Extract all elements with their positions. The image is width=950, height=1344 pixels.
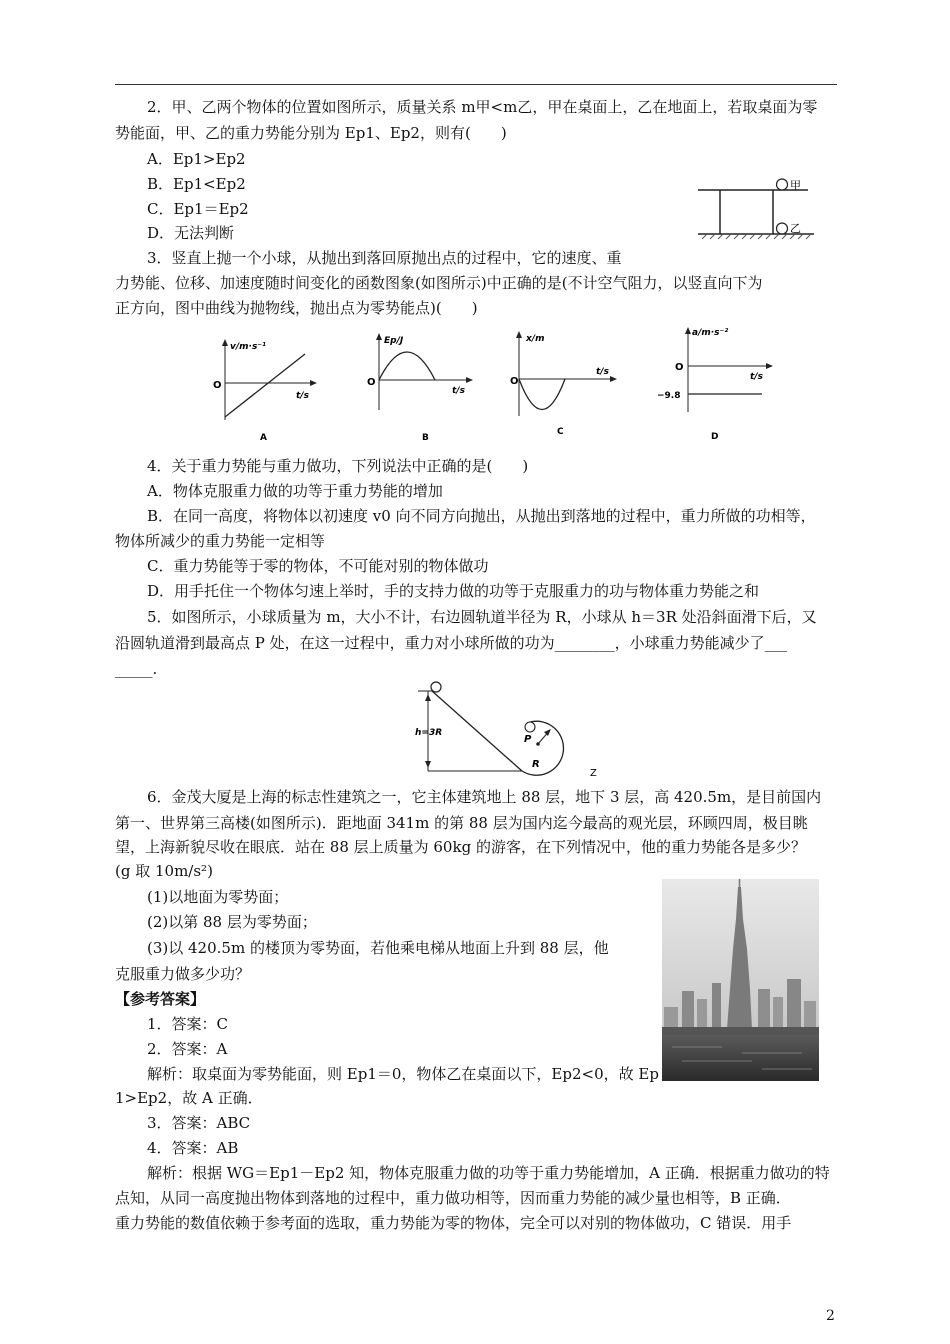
graph-c [510,328,625,436]
graph-a-ylabel: v/m·s⁻¹ [230,342,266,352]
ball-yi [777,223,788,234]
q2-option-d: D．无法判断 [147,224,235,242]
q2-option-c: C．Ep1＝Ep2 [147,200,249,218]
graph-b [362,330,477,442]
graph-d-origin: O [675,362,684,373]
q4-option-b-line2: 物体所减少的重力势能一定相等 [115,532,326,550]
answer-2: 2．答案：A [147,1040,228,1058]
answers-heading: 【参考答案】 [115,990,206,1008]
graph-a [208,336,323,446]
q4-option-d: D．用手托住一个物体匀速上举时，手的支持力做的功等于克服重力的功与物体重力势能之和 [147,582,760,600]
graph-a-xlabel: t/s [296,391,309,401]
q2-line2: 势能面，甲、乙的重力势能分别为 Ep1、Ep2，则有( ) [115,124,507,142]
q6-sub3-line2: 克服重力做多少功？ [115,965,251,983]
table-figure [690,176,830,242]
q4-option-a: A．物体克服重力做的功等于重力势能的增加 [147,482,443,500]
jinmao-tower-photo [662,879,819,1081]
q2-option-a: A．Ep1>Ep2 [147,150,246,168]
z-label: Z [590,768,597,779]
q6-sub3-line1: (3)以 420.5m 的楼顶为零势面，若他乘电梯从地面上升到 88 层，他 [147,939,609,957]
answer-3: 3．答案：ABC [147,1114,251,1132]
q6-line3: 望，上海新貌尽收在眼底．站在 88 层上质量为 60kg 的游客，在下列情况中，他的重力势能各是多少？ [115,838,806,856]
explanation-2-line2: 1>Ep2，故 A 正确． [115,1089,263,1107]
q5-line1: 5．如图所示，小球质量为 m，大小不计，右边圆轨道半径为 R，小球从 h＝3R 处沿斜面滑下后，又 [147,608,817,626]
ball [431,682,441,692]
graph-b-xlabel: t/s [452,386,465,396]
graph-b-label: B [422,433,429,442]
answer-4: 4．答案：AB [147,1139,239,1157]
q3-line3: 正方向，图中曲线为抛物线，抛出点为零势能点)( ) [115,299,478,317]
graph-d-xlabel: t/s [750,372,763,382]
explanation-2-line1: 解析：取桌面为零势能面，则 Ep1＝0，物体乙在桌面以下，Ep2<0，故 Ep [147,1065,659,1083]
q4-option-c: C．重力势能等于零的物体，不可能对别的物体做功 [147,557,489,575]
graph-d-label: D [711,432,719,442]
graph-d-ylabel: a/m·s⁻² [692,328,729,338]
graph-d-value: −9.8 [657,391,681,401]
h-label: h=3R [415,728,443,738]
graph-b-ylabel: Ep/J [384,336,404,346]
graph-a-label: A [260,433,267,443]
incline-track-figure [410,680,610,780]
q5-line3: _____. [115,660,158,678]
graph-c-xlabel: t/s [596,367,609,377]
q4-option-b-line1: B．在同一高度，将物体以初速度 v0 向不同方向抛出，从抛出到落地的过程中，重力所做的功相等， [147,507,816,525]
label-jia: 甲 [790,179,801,192]
r-label: R [532,759,540,770]
q2-line1: 2．甲、乙两个物体的位置如图所示，质量关系 m甲<m乙，甲在桌面上，乙在地面上，若取桌面为零 [147,98,818,116]
q3-line1: 3．竖直上抛一个小球，从抛出到落回原抛出点的过程中，它的速度、重 [147,249,622,267]
graph-c-origin: O [510,376,519,387]
header-rule [115,84,837,85]
q2-option-b: B．Ep1<Ep2 [147,175,246,193]
graph-b-origin: O [367,377,376,388]
explanation-4-line2: 点知，从同一高度抛出物体到落地的过程中，重力做功相等，因而重力势能的减少量也相等，B 正确． [115,1189,791,1207]
page-number: 2 [826,1308,835,1324]
explanation-4-line3: 重力势能的数值依赖于参考面的选取，重力势能为零的物体，完全可以对别的物体做功，C 错误．用手 [115,1214,792,1232]
graph-a-origin: O [213,380,222,391]
q6-sub2: (2)以第 88 层为零势面； [147,913,317,931]
q6-sub1: (1)以地面为零势面； [147,888,289,906]
graph-c-ylabel: x/m [526,334,545,344]
answer-1: 1．答案：C [147,1015,229,1033]
graph-c-label: C [557,427,564,436]
ball-jia [777,179,788,190]
explanation-4-line1: 解析：根据 WG＝Ep1－Ep2 知，物体克服重力做的功等于重力势能增加，A 正确．根据重力做功的特 [147,1164,830,1182]
q3-line2: 力势能、位移、加速度随时间变化的函数图象(如图所示)中正确的是(不计空气阻力，以竖直向下为 [115,274,763,292]
q6-line1: 6．金茂大厦是上海的标志性建筑之一，它主体建筑地上 88 层，地下 3 层，高 420.5m，是目前国内 [147,788,822,806]
p-label: P [524,734,532,745]
q5-line2: 沿圆轨道滑到最高点 P 处，在这一过程中，重力对小球所做的功为________，小球重力势能减少了___ [115,634,788,652]
graph-d [654,322,779,442]
q4-stem: 4．关于重力势能与重力做功，下列说法中正确的是( ) [147,457,529,475]
q6-line2: 第一、世界第三高楼(如图所示)．距地面 341m 的第 88 层为国内迄今最高的观光层，环顾四周，极目眺 [115,814,808,832]
q6-line4: (g 取 10m/s²) [115,862,213,880]
label-yi: 乙 [790,222,801,235]
